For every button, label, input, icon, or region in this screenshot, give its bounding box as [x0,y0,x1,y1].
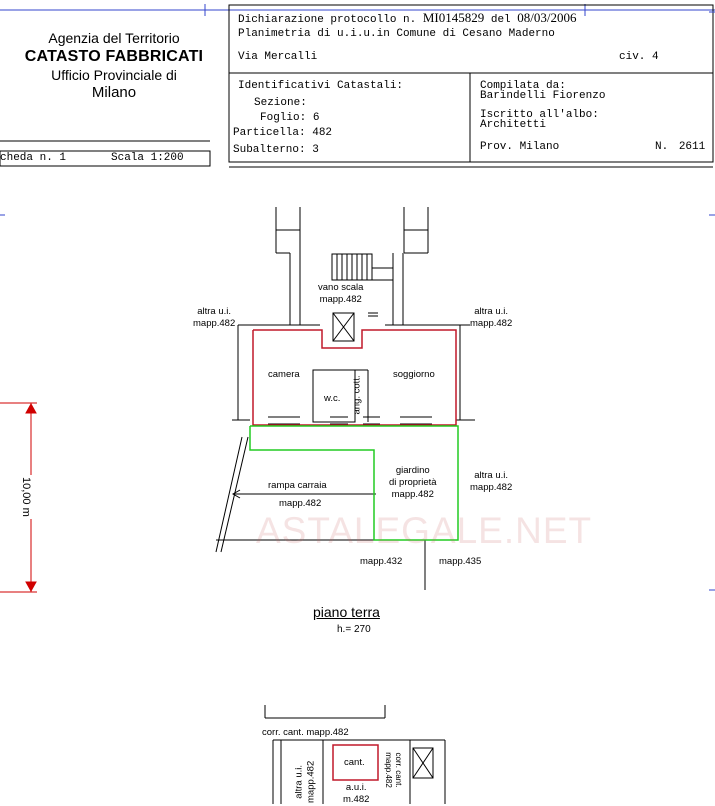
mapp432-label: mapp.432 [360,556,403,567]
wc-label: w.c. [324,393,341,404]
subalterno-value: 3 [312,144,319,156]
giardino-label: giardino di proprietà mapp.482 [389,465,437,500]
foglio-value: 6 [312,112,320,124]
corr-cant-label: corr. cant. mapp.482 [262,727,349,738]
corr-cant-right-label: corr. cant. mapp.482 [383,752,403,788]
ufficio-label: Ufficio Provinciale di [51,66,177,83]
vano-scala-label: vano scala mapp.482 [318,282,364,305]
civ-label: civ. [619,51,646,63]
protocol-date: 08/03/2006 [517,10,577,25]
watermark: ASTALEGALE.NET [256,510,593,551]
compilata-label: Compilata da: [480,80,566,92]
altra-ui-right2-label: altra u.i. mapp.482 [470,470,513,493]
albo-value: Architetti [480,119,547,131]
cant-label: cant. [344,757,365,768]
address: Via Mercalli [238,51,318,63]
altra-ui-right-label: altra u.i. mapp.482 [470,306,513,329]
rampa-mapp-label: mapp.482 [279,498,322,509]
catasto-title: CATASTO FABBRICATI [24,48,204,66]
iscritto-label: Iscritto all'albo: [480,109,599,121]
n-label: N. [655,141,669,153]
civ-value: 4 [652,51,659,63]
dimension-label: 10,00 m [19,477,32,517]
floor-title: piano terra [313,604,380,620]
mapp435-label: mapp.435 [439,556,482,567]
rampa-label: rampa carraia [268,480,327,491]
floor-height: h.= 270 [337,624,371,635]
del-label: del [490,14,511,26]
soggiorno-label: soggiorno [393,369,435,380]
altra-ui-bottom-label: altra u.i. mapp.482 [293,760,317,804]
city-label: Milano [91,83,137,101]
aui-label: a.u.i. m.482 [343,782,370,805]
prov-label: Prov. [480,141,514,153]
declaration-label: Dichiarazione protocollo n. [238,14,417,26]
subalterno-label: Subalterno: [233,144,306,156]
scheda-label: cheda n. 1 [0,152,67,164]
prov-value: Milano [519,141,560,153]
compiler-name: Barindelli Fiorenzo [480,90,606,102]
sezione-label: Sezione: [254,97,307,109]
protocol-number: MI0145829 [422,10,485,25]
agency-name: Agenzia del Territorio [48,30,180,46]
ang-cott-label: ang. cott. [351,375,363,415]
particella-label: Particella: [233,127,306,139]
camera-label: camera [268,369,300,380]
particella-value: 482 [312,127,333,139]
altra-ui-left-label: altra u.i. mapp.482 [193,306,236,329]
cadastral-title: Identificativi Catastali: [238,80,404,92]
scala-label: Scala 1:200 [111,152,184,164]
n-value: 2611 [678,141,706,153]
planimetry-line: Planimetria di u.i.u.in Comune di Cesano Maderno [238,28,555,40]
foglio-label: Foglio: [260,112,307,124]
